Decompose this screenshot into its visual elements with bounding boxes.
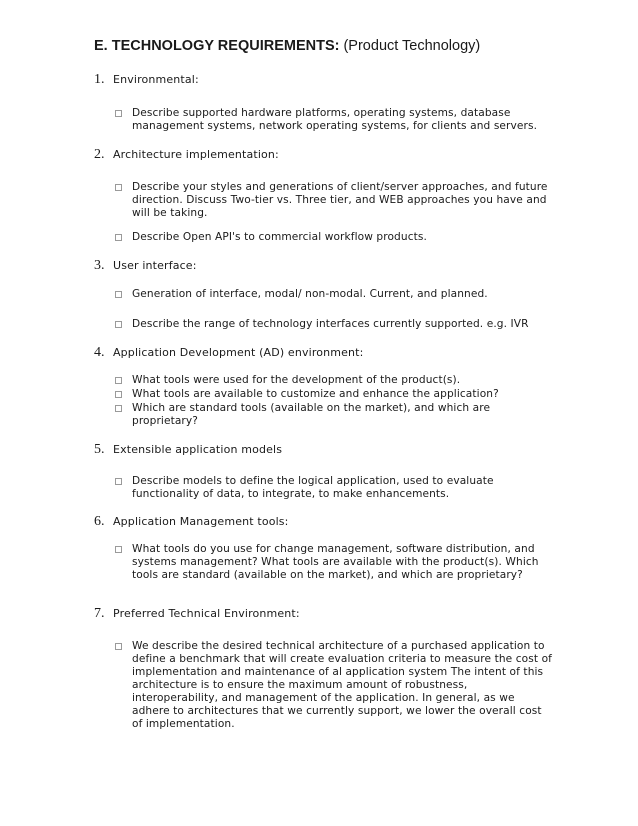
page-title: [94, 38, 480, 54]
checkbox-bullet-icon: [115, 184, 122, 191]
checkbox-bullet-icon: [115, 478, 122, 485]
list-item-text: Describe your styles and generations of client/server approaches, and future direction. Discuss Two-tier vs. Three tier, and WEB approaches you have and will be taking.: [132, 181, 548, 219]
title-bold: E. TECHNOLOGY REQUIREMENTS:: [94, 38, 340, 54]
section-number: 7.: [94, 606, 105, 621]
list-item-text: Describe Open API's to commercial workflow products.: [132, 231, 427, 243]
checkbox-bullet-icon: [115, 405, 122, 412]
section-label: Application Development (AD) environment:: [113, 346, 364, 359]
checkbox-bullet-icon: [115, 377, 122, 384]
section-label: Application Management tools:: [113, 515, 289, 528]
list-item-text: Generation of interface, modal/ non-modal. Current, and planned.: [132, 288, 488, 300]
list-item-text: We describe the desired technical architecture of a purchased application to define a benchmark that will create evaluation criteria to measure the cost of implementation and maintenance of al application system The intent of this architecture is to ensure the maximum amount of robustness, interoperability, and management of the application. In general, as we adhere to architectures that we currently support, we lower the overall cost of implementation.: [132, 640, 552, 730]
section-number: 6.: [94, 514, 105, 529]
section-number: 1.: [94, 72, 105, 87]
list-item-text: What tools are available to customize and enhance the application?: [132, 388, 499, 400]
checkbox-bullet-icon: [115, 321, 122, 328]
list-item-text: Describe the range of technology interfaces currently supported. e.g. IVR: [132, 318, 529, 330]
section-label: Architecture implementation:: [113, 148, 279, 161]
list-item-text: Describe supported hardware platforms, operating systems, database management systems, network operating systems, for clients and servers.: [132, 107, 538, 132]
section-label: User interface:: [113, 259, 197, 272]
section-number: 5.: [94, 442, 105, 457]
list-item-text: What tools do you use for change management, software distribution, and systems management? What tools are available with the product(s). Which tools are standard (available on the market), and which are proprietary?: [132, 543, 539, 581]
checkbox-bullet-icon: [115, 234, 122, 241]
checkbox-bullet-icon: [115, 110, 122, 117]
checkbox-bullet-icon: [115, 643, 122, 650]
section-label: Extensible application models: [113, 443, 283, 456]
checkbox-bullet-icon: [115, 546, 122, 553]
section-label: Preferred Technical Environment:: [113, 607, 300, 620]
section-number: 2.: [94, 147, 105, 162]
section-number: 4.: [94, 345, 105, 360]
section-number: 3.: [94, 258, 105, 273]
list-item-text: What tools were used for the development of the product(s).: [132, 374, 461, 386]
section-label: Environmental:: [113, 73, 199, 86]
list-item-text: Which are standard tools (available on the market), and which are proprietary?: [132, 402, 491, 427]
title-rest: (Product Technology): [339, 38, 481, 54]
checkbox-bullet-icon: [115, 291, 122, 298]
list-item-text: Describe models to define the logical application, used to evaluate functionality of data, to integrate, to make enhancements.: [132, 475, 494, 500]
checkbox-bullet-icon: [115, 391, 122, 398]
